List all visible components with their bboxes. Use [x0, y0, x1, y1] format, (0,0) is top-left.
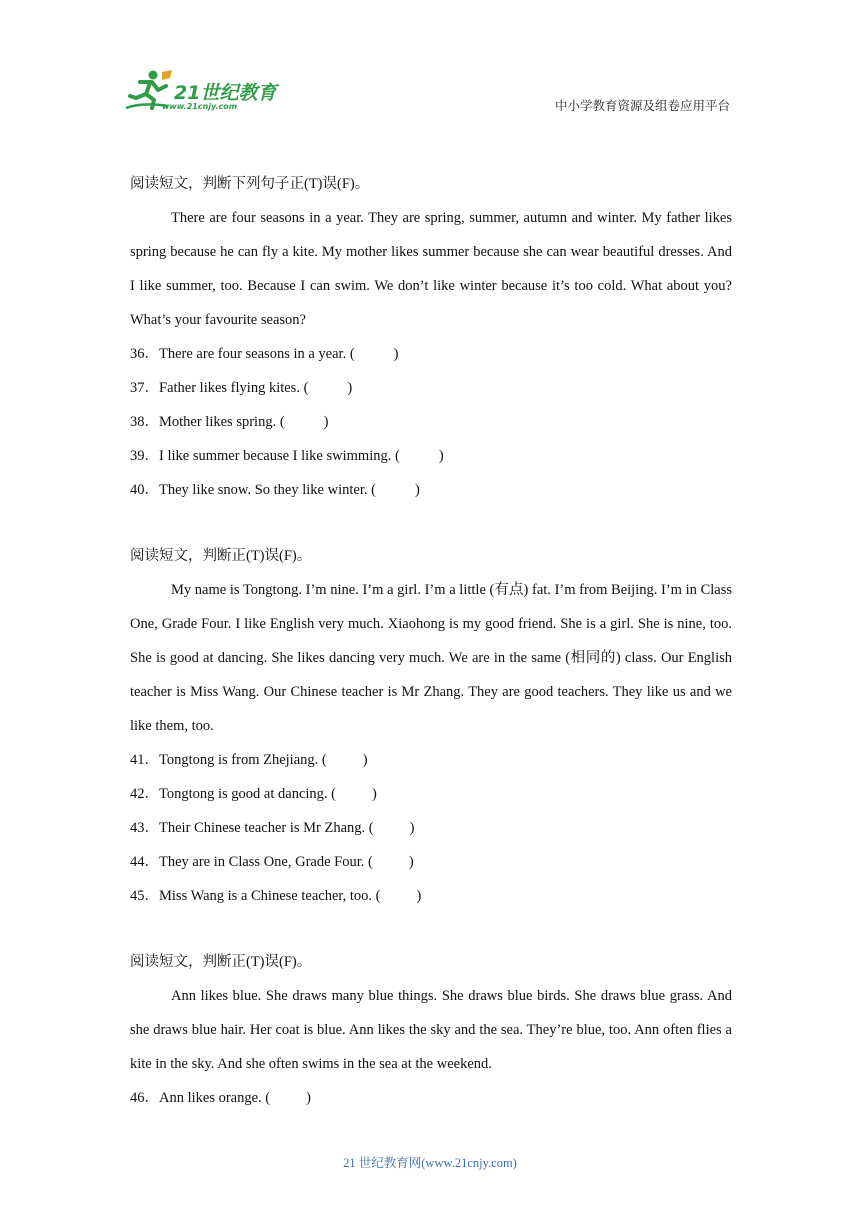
question-36 — [130, 337, 732, 371]
question-text: There are four seasons in a year. ( — [159, 346, 355, 362]
answer-close: ) — [409, 820, 415, 836]
answer-close: ) — [408, 854, 414, 870]
question-text: Mother likes spring. ( — [159, 414, 285, 430]
question-text: Father likes flying kites. ( — [159, 380, 309, 396]
reading-section-3 — [130, 945, 732, 1115]
exercise-content — [130, 167, 732, 1115]
answer-close: ) — [416, 888, 422, 904]
answer-close: ) — [347, 380, 353, 396]
question-number: 39． — [130, 448, 159, 464]
brand-logo — [122, 68, 292, 116]
answer-close: ) — [372, 786, 377, 802]
question-number: 45． — [130, 888, 159, 904]
question-number: 42． — [130, 786, 159, 802]
reading-passage: There are four seasons in a year. They are spring, summer, autumn and winter. My father likes spring because he can fly a kite. My mother likes summer because she can wear beautiful dresses. And I like summer, too. Because I can swim. We don’t like winter because it’s too cold. What about you? What’s your favourite season? — [130, 210, 732, 328]
section-gap — [130, 507, 732, 539]
question-38 — [130, 405, 732, 439]
answer-close: ) — [306, 1090, 311, 1106]
page-header — [0, 0, 860, 130]
question-number: 40． — [130, 482, 159, 498]
reading-passage: My name is Tongtong. I’m nine. I’m a girl. I’m a little (有点) fat. I’m from Beijing. I’m in Class One, Grade Four. I like English very much. Xiaohong is my good friend. She is a girl. She is nine, too. She is good at dancing. She likes dancing very much. We are in the same (相同的) class. Our English teacher is Miss Wang. Our Chinese teacher is Mr Zhang. They are good teachers. They like us and we like them, too. — [130, 582, 732, 734]
question-text: I like summer because I like swimming. ( — [159, 448, 400, 464]
answer-close: ) — [393, 346, 399, 362]
question-40 — [130, 473, 732, 507]
question-number: 46． — [130, 1090, 159, 1106]
answer-close: ) — [362, 752, 368, 768]
question-text: They are in Class One, Grade Four. ( — [159, 854, 373, 870]
question-37 — [130, 371, 732, 405]
page-footer: 21 世纪教育网(www.21cnjy.com) — [343, 1156, 517, 1170]
answer-close: ) — [414, 482, 420, 498]
logo-text: 21世纪教育 — [174, 82, 277, 104]
question-44 — [130, 845, 732, 879]
question-43 — [130, 811, 732, 845]
question-number: 44． — [130, 854, 159, 870]
answer-close: ) — [438, 448, 444, 464]
section-gap — [130, 913, 732, 945]
reading-passage: Ann likes blue. She draws many blue things. She draws blue birds. She draws blue grass. And she draws blue hair. Her coat is blue. Ann likes the sky and the sea. They’re blue, too. Ann often flies a kite in the sky. And she often swims in the sea at the weekend. — [130, 988, 732, 1072]
question-number: 38． — [130, 414, 159, 430]
reading-section-2 — [130, 539, 732, 913]
question-text: Tongtong is good at dancing. ( — [159, 786, 336, 802]
question-42 — [130, 777, 732, 811]
reading-section-1 — [130, 167, 732, 507]
question-number: 37． — [130, 380, 159, 396]
question-number: 36． — [130, 346, 159, 362]
logo-url: www.21cnjy.com — [162, 102, 238, 111]
question-46 — [130, 1081, 732, 1115]
section-instruction: 阅读短文，判断正(T)误(F)。 — [130, 548, 312, 564]
question-text: They like snow. So they like winter. ( — [159, 482, 376, 498]
question-39 — [130, 439, 732, 473]
platform-tagline: 中小学教育资源及组卷应用平台 — [554, 99, 730, 113]
question-number: 43． — [130, 820, 159, 836]
answer-close: ) — [323, 414, 329, 430]
question-text: Miss Wang is a Chinese teacher, too. ( — [159, 888, 381, 904]
question-text: Ann likes orange. ( — [159, 1090, 271, 1106]
question-number: 41． — [130, 752, 159, 768]
section-instruction: 阅读短文，判断下列句子正(T)误(F)。 — [130, 176, 370, 192]
question-text: Tongtong is from Zhejiang. ( — [159, 752, 327, 768]
question-41 — [130, 743, 732, 777]
section-instruction: 阅读短文，判断正(T)误(F)。 — [130, 954, 312, 970]
question-text: Their Chinese teacher is Mr Zhang. ( — [159, 820, 374, 836]
question-45 — [130, 879, 732, 913]
